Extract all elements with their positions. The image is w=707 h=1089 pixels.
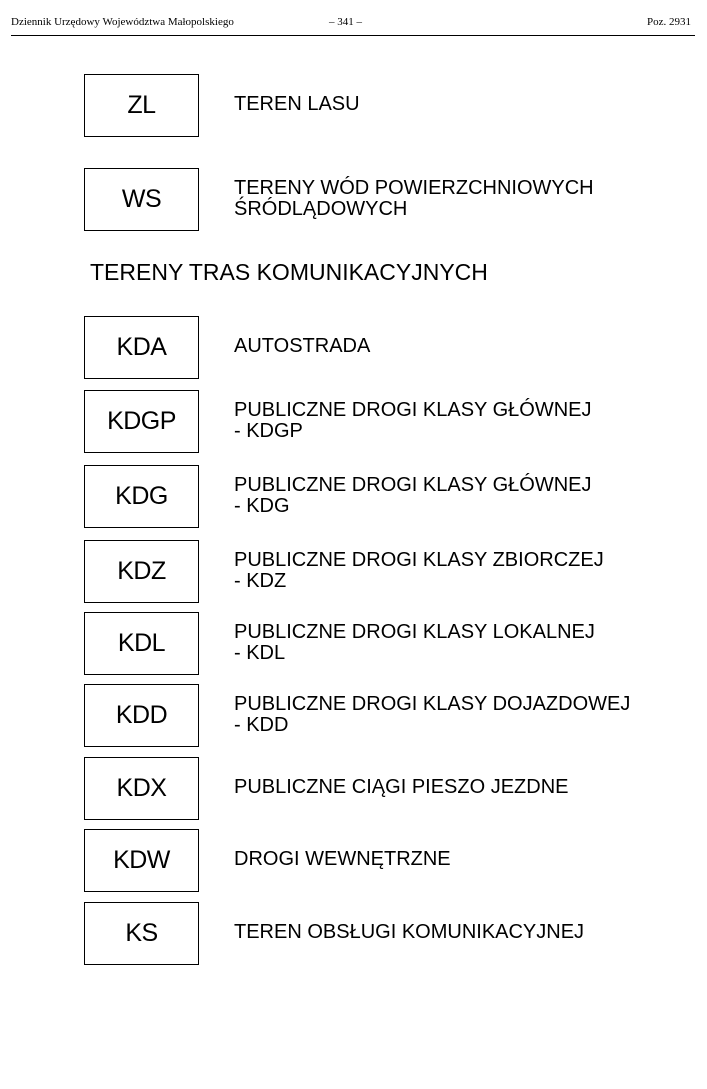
legend-description-line1: AUTOSTRADA: [234, 335, 371, 357]
legend-code-box: KDA: [84, 316, 199, 379]
legend-description-line2: - KDGP: [234, 419, 303, 442]
page-number: – 341 –: [329, 16, 362, 28]
legend-description-line2: ŚRÓDLĄDOWYCH: [234, 197, 408, 220]
position-number: Poz. 2931: [647, 16, 691, 28]
legend-description: [234, 757, 689, 818]
legend-description: [234, 390, 689, 451]
legend-item-zl: [84, 74, 684, 138]
legend-item-kdl: [84, 612, 684, 676]
page-header: [11, 13, 695, 36]
legend-description: [234, 612, 689, 673]
legend-code-box: KDGP: [84, 390, 199, 453]
legend-code-box: KDD: [84, 684, 199, 747]
legend-description-line1: PUBLICZNE DROGI KLASY GŁÓWNEJ: [234, 398, 592, 421]
legend-code-box: WS: [84, 168, 199, 231]
legend-code-box: ZL: [84, 74, 199, 137]
legend-description: [234, 902, 689, 963]
legend-description-line2: - KDD: [234, 713, 289, 736]
journal-title: Dziennik Urzędowy Województwa Małopolskiego: [11, 16, 234, 28]
legend-code-box: KDX: [84, 757, 199, 820]
legend-description-line1: DROGI WEWNĘTRZNE: [234, 848, 451, 870]
legend-code-box: KDW: [84, 829, 199, 892]
legend-description-line1: PUBLICZNE DROGI KLASY LOKALNEJ: [234, 620, 595, 643]
legend-description-line2: - KDZ: [234, 569, 287, 592]
legend-code-box: KDL: [84, 612, 199, 675]
legend-item-kdw: [84, 829, 684, 893]
legend-item-ws: [84, 168, 684, 232]
legend-item-kdd: [84, 684, 684, 748]
legend-description-line1: TEREN LASU: [234, 93, 360, 115]
legend-description-line1: PUBLICZNE DROGI KLASY GŁÓWNEJ: [234, 473, 592, 496]
legend-description: [234, 540, 689, 601]
legend-item-kdgp: [84, 390, 684, 454]
legend-description: [234, 168, 689, 229]
legend-description-line1: TERENY WÓD POWIERZCHNIOWYCH: [234, 176, 594, 199]
legend-description: [234, 684, 689, 745]
legend-description: [234, 74, 689, 135]
section-heading: TERENY TRAS KOMUNIKACYJNYCH: [90, 259, 488, 285]
legend-item-kdx: [84, 757, 684, 821]
legend-description: [234, 465, 689, 526]
legend-description-line1: TEREN OBSŁUGI KOMUNIKACYJNEJ: [234, 921, 585, 943]
legend-item-kda: [84, 316, 684, 380]
legend-description-line2: - KDG: [234, 494, 290, 517]
legend-code-box: KS: [84, 902, 199, 965]
legend-description-line1: PUBLICZNE CIĄGI PIESZO JEZDNE: [234, 776, 569, 798]
legend-item-ks: [84, 902, 684, 966]
legend-code-box: KDG: [84, 465, 199, 528]
legend-description-line2: - KDL: [234, 641, 286, 664]
legend-item-kdz: [84, 540, 684, 604]
legend-description: [234, 829, 689, 890]
legend-description: [234, 316, 689, 377]
legend-description-line1: PUBLICZNE DROGI KLASY ZBIORCZEJ: [234, 548, 604, 571]
legend-description-line1: PUBLICZNE DROGI KLASY DOJAZDOWEJ: [234, 692, 631, 715]
legend-code-box: KDZ: [84, 540, 199, 603]
legend-item-kdg: [84, 465, 684, 529]
